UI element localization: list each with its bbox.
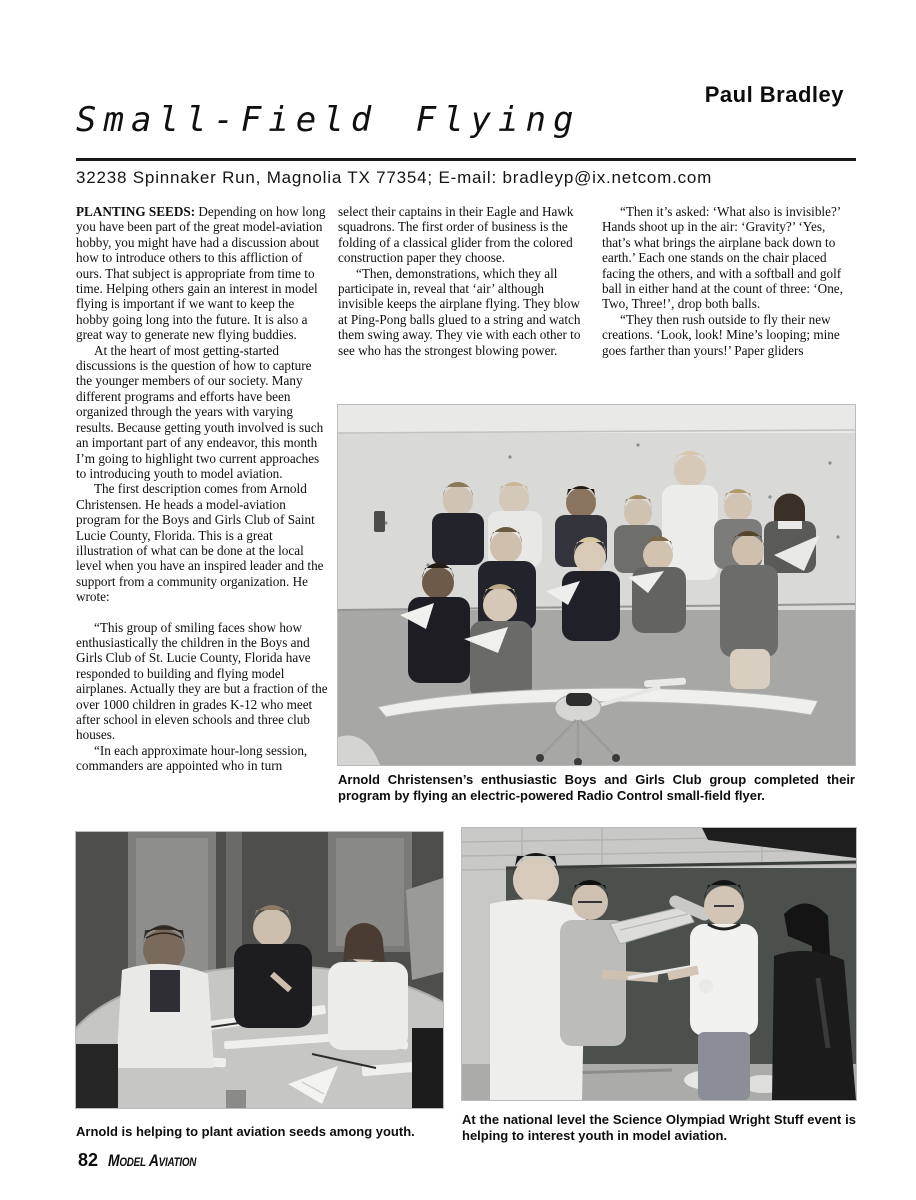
paragraph-text: Depending on how long you have been part of the great model-aviation hobby, you might have had a discussion about how to introduce others to this affliction of ours. That subject is appropriate from time to time. Helping others gain an interest in model flying is important if we want to keep the hobby going long into the future. It is also a great way to generate new flying buddies.: [76, 204, 326, 343]
lead-label: PLANTING SEEDS:: [76, 204, 196, 219]
paragraph: “Then, demonstrations, which they all participate in, reveal that ‘air’ although invisible keeps the airplane flying. They blow at Ping-Pong balls glued to a string and watch them swing away. They vie with each other to see who has the strongest blowing power.: [338, 265, 581, 358]
page-footer: [78, 1150, 215, 1171]
left-photo-figure: [76, 832, 443, 1108]
group-photo: [338, 405, 855, 765]
science-olympiad-photo: [462, 828, 856, 1100]
text-column-1: [76, 204, 328, 774]
paragraph: “They then rush outside to fly their new creations. ‘Look, look! Mine’s looping; mine goes farther than yours!’ Paper gliders: [602, 311, 840, 358]
paragraph: [76, 204, 328, 343]
page-number: 82: [78, 1150, 99, 1170]
paragraph: The first description comes from Arnold Christensen. He heads a model-aviation program for the Boys and Girls Club of Saint Lucie County, Florida. This is a great illustration of what can be done at the local level when you have an inspired leader and the support from a community organization. He wrote:: [76, 481, 324, 605]
paragraph: “In each approximate hour-long session, commanders are appointed who in turn: [76, 742, 308, 774]
main-photo-figure: [338, 405, 855, 765]
paragraph: At the heart of most getting-started discussions is the question of how to capture the younger members of our society. Many different programs and efforts have been organized through the years with varying results. Because getting youth involved is such an important part of any endeavor, this month I’m going to highlight two current approaches to introducing youth to model aviation.: [76, 342, 324, 481]
main-photo-caption: Arnold Christensen’s enthusiastic Boys and Girls Club group completed their program by flying an electric-powered Radio Control small-field flyer.: [338, 772, 855, 803]
paragraph: “This group of smiling faces show how enthusiastically the children in the Boys and Girls Club of St. Lucie County, Florida have responded to building and flying model airplanes. Actually they are but a fraction of the over 1000 children in grades K-12 who meet after school in eleven schools and three club houses.: [76, 619, 328, 743]
author-byline: Paul Bradley: [704, 82, 844, 107]
left-photo-caption: Arnold is helping to plant aviation seeds among youth.: [76, 1124, 415, 1139]
magazine-title: Model Aviation: [108, 1151, 197, 1170]
paragraph: “Then it’s asked: ‘What also is invisible?’ Hands shoot up in the air: ‘Gravity?’ ‘Yes, that’s what brings the airplane back down to earth.’ Each one stands on the chair placed facing the others, and with a softball and golf ball in either hand at the count of three: ‘One, Two, Three!’, drop both balls.: [602, 204, 843, 312]
right-photo-figure: [462, 828, 856, 1100]
right-photo-caption: At the national level the Science Olympiad Wright Stuff event is helping to interest youth in model aviation.: [462, 1112, 856, 1143]
contact-line: 32238 Spinnaker Run, Magnolia TX 77354; E-mail: bradleyp@ix.netcom.com: [76, 168, 713, 187]
page-title: Small-Field Flying: [76, 100, 581, 140]
text-column-2: [338, 204, 588, 358]
building-table-photo: [76, 832, 443, 1108]
paragraph: select their captains in their Eagle and Hawk squadrons. The first order of business is the folding of a classical glider from the colored construction paper they choose.: [338, 204, 574, 266]
text-column-3: [602, 204, 854, 358]
header-rule: [76, 158, 856, 161]
